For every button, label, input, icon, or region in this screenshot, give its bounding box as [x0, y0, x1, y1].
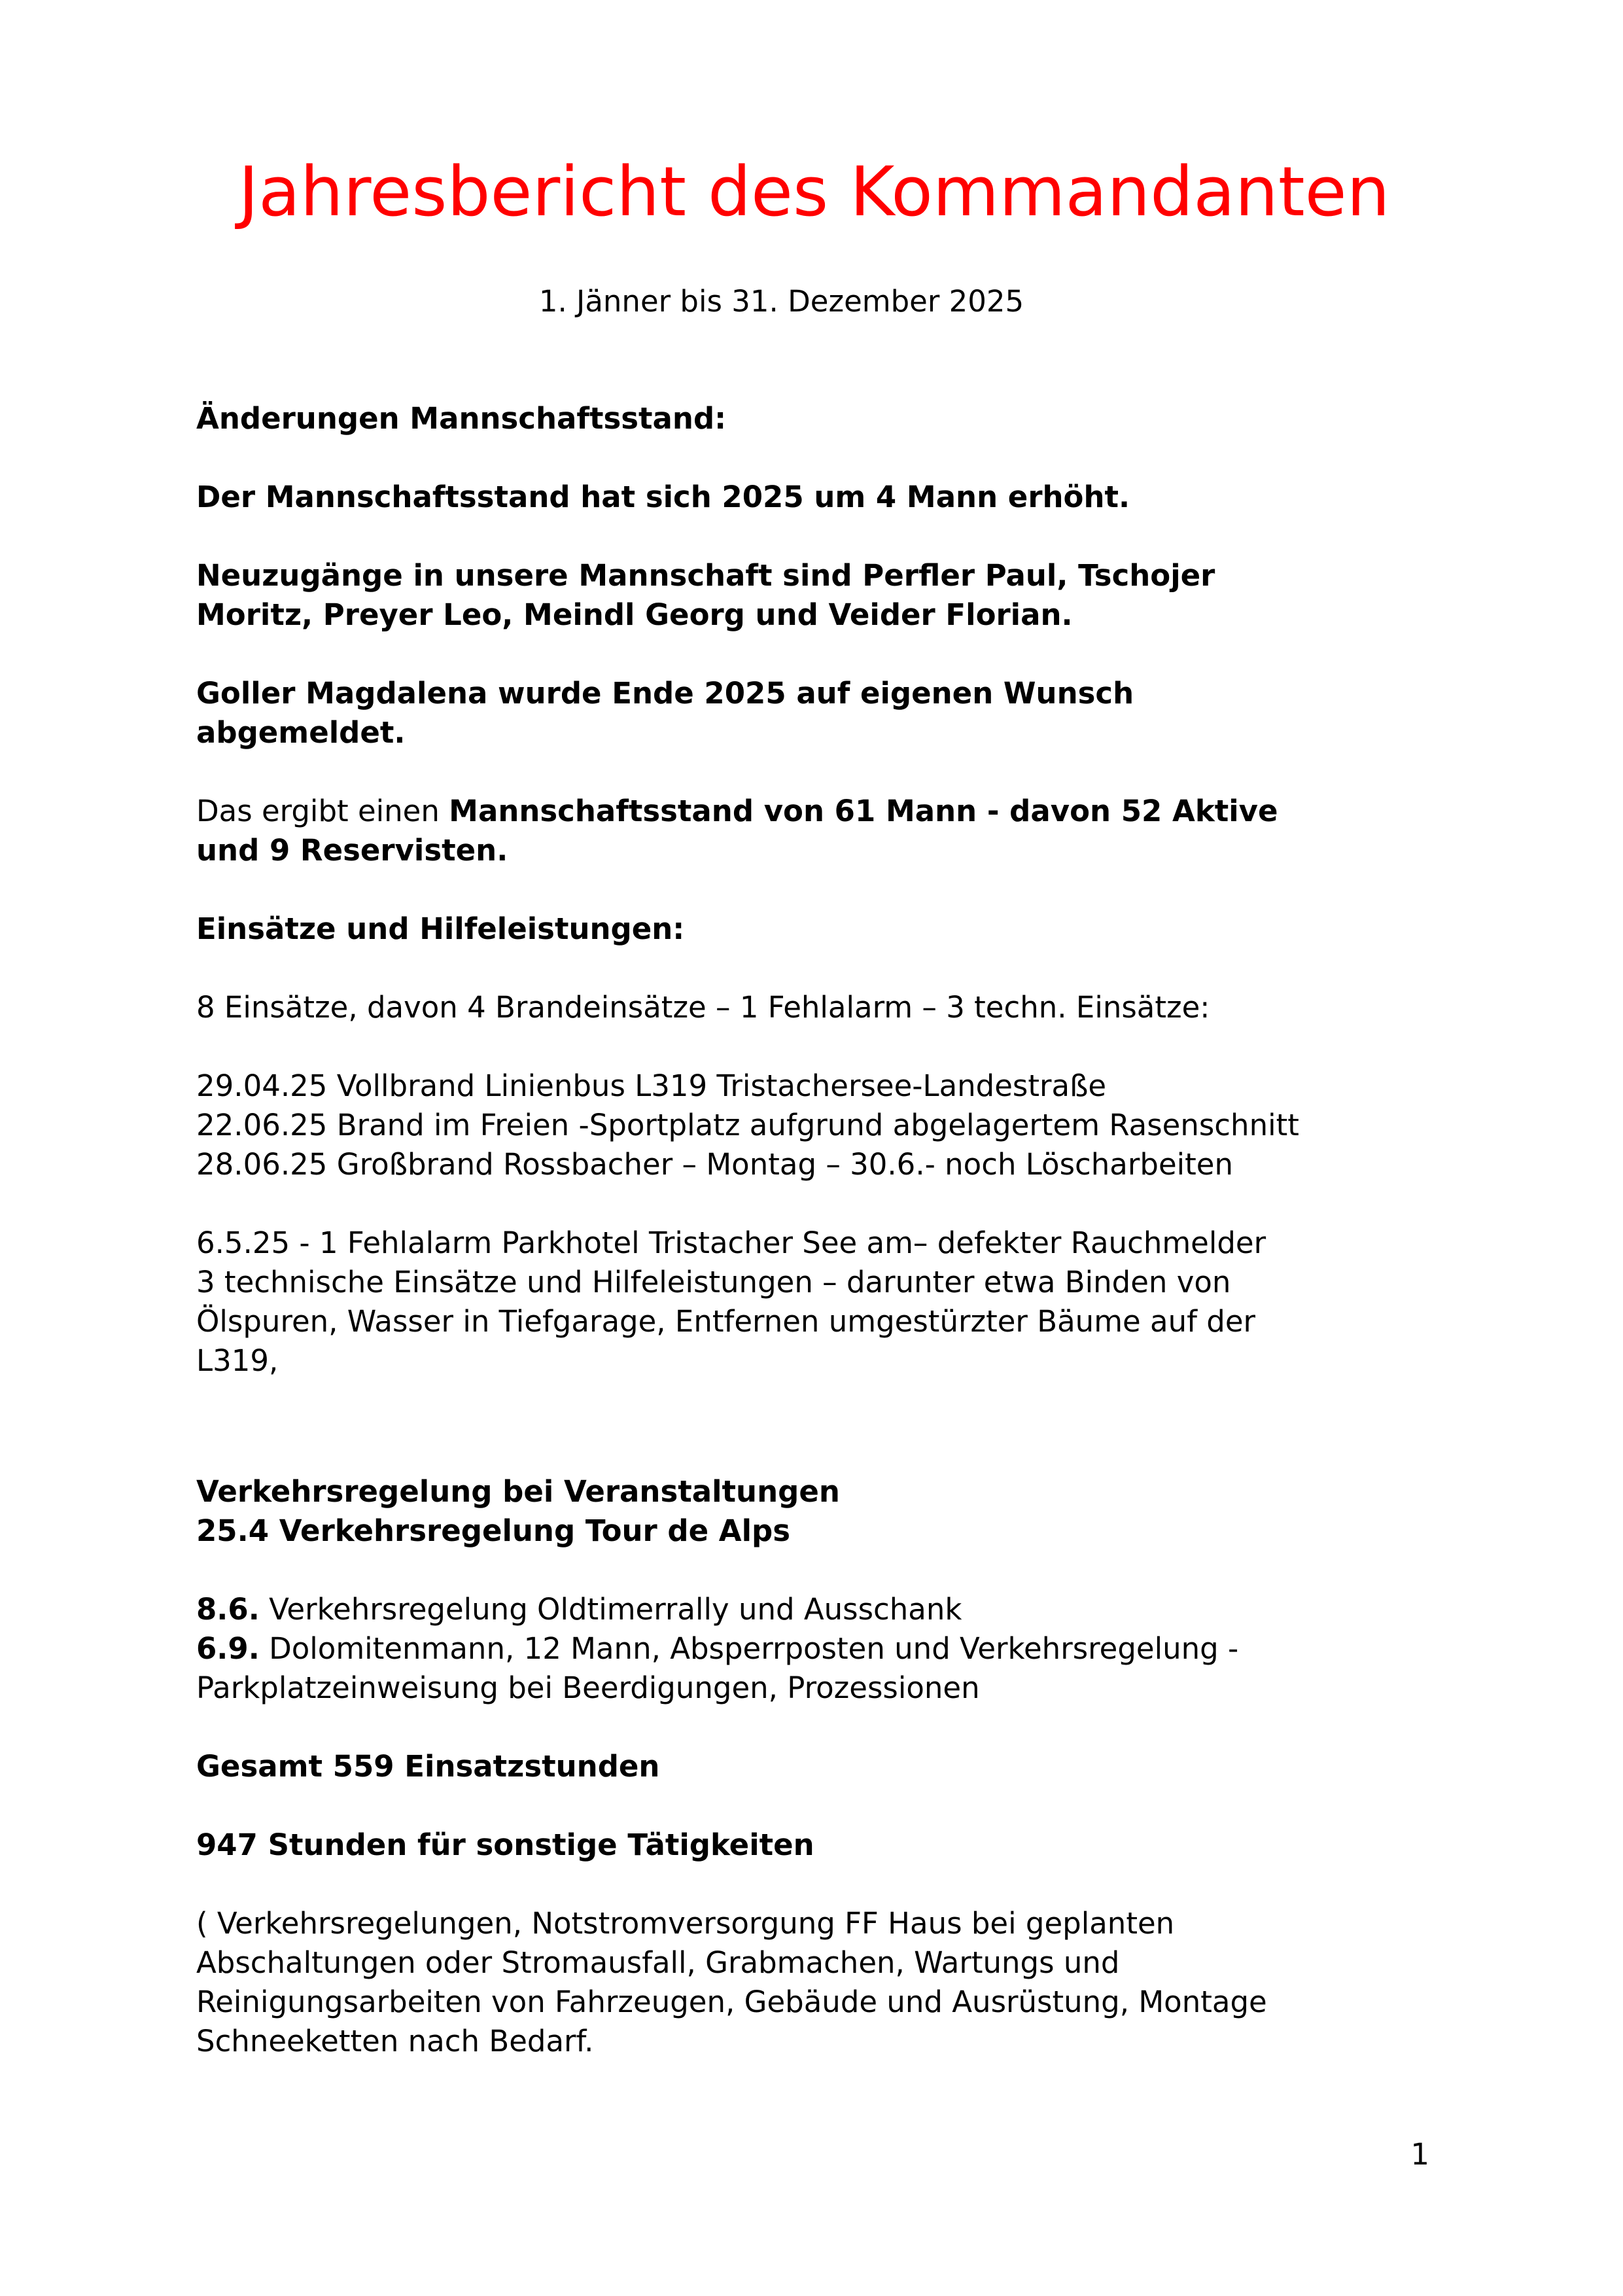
- text-segment: Moritz, Preyer Leo, Meindl Georg und Veider Florian.: [196, 597, 1073, 632]
- paragraph-other-activities: [196, 1904, 1432, 2061]
- paragraph-resignation: [196, 674, 1432, 752]
- paragraph-technical-incidents: [196, 1224, 1432, 1381]
- text-segment: Reinigungsarbeiten von Fahrzeugen, Gebäude und Ausrüstung, Montage: [196, 1985, 1267, 2019]
- paragraph-total-staffing: [196, 792, 1432, 870]
- text-line: [196, 1669, 1432, 1708]
- paragraph-einsaetze-heading: [196, 910, 1432, 949]
- text-line: [196, 1302, 1432, 1341]
- text-line: [196, 595, 1432, 635]
- text-segment: Mannschaftsstand von 61 Mann - davon 52 Aktive: [449, 794, 1278, 828]
- text-segment: Parkplatzeinweisung bei Beerdigungen, Prozessionen: [196, 1670, 980, 1705]
- text-line: [196, 792, 1432, 831]
- text-segment: 8 Einsätze, davon 4 Brandeinsätze – 1 Fehlalarm – 3 techn. Einsätze:: [196, 990, 1210, 1025]
- text-line: [196, 399, 1432, 438]
- text-line: [196, 1943, 1432, 1983]
- text-line: [196, 2022, 1432, 2061]
- text-line: [196, 1263, 1432, 1302]
- paragraph-staffing-increase: [196, 478, 1432, 517]
- paragraph-fire-incidents: [196, 1067, 1432, 1184]
- text-segment: Änderungen Mannschaftsstand:: [196, 401, 727, 436]
- text-segment: und 9 Reservisten.: [196, 833, 508, 868]
- text-segment: Ölspuren, Wasser in Tiefgarage, Entfernen umgestürzter Bäume auf der: [196, 1304, 1256, 1339]
- text-segment: Neuzugänge in unsere Mannschaft sind Perfler Paul, Tschojer: [196, 558, 1215, 593]
- text-line: [196, 1747, 1432, 1786]
- text-segment: Gesamt 559 Einsatzstunden: [196, 1749, 660, 1784]
- text-line: [196, 1826, 1432, 1865]
- document-subtitle: 1. Jänner bis 31. Dezember 2025: [538, 284, 1024, 319]
- paragraph-aenderungen-heading: [196, 399, 1432, 438]
- paragraph-total-hours: [196, 1747, 1432, 1786]
- text-segment: abgemeldet.: [196, 715, 406, 750]
- text-segment: 29.04.25 Vollbrand Linienbus L319 Tristachersee-Landestraße: [196, 1069, 1107, 1103]
- document-title: Jahresbericht des Kommandanten: [238, 152, 1390, 232]
- paragraph-traffic-heading: [196, 1472, 1432, 1551]
- text-line: [196, 1904, 1432, 1943]
- text-line: [196, 674, 1432, 713]
- text-segment: ( Verkehrsregelungen, Notstromversorgung FF Haus bei geplanten: [196, 1906, 1175, 1941]
- paragraph-new-members: [196, 556, 1432, 635]
- text-line: [196, 988, 1432, 1027]
- text-segment: 22.06.25 Brand im Freien -Sportplatz aufgrund abgelagertem Rasenschnitt: [196, 1108, 1299, 1142]
- text-segment: 3 technische Einsätze und Hilfeleistungen – darunter etwa Binden von: [196, 1265, 1231, 1299]
- text-line: [196, 910, 1432, 949]
- text-line: [196, 478, 1432, 517]
- text-segment: Das ergibt einen: [196, 794, 449, 828]
- text-segment: Schneeketten nach Bedarf.: [196, 2024, 594, 2058]
- text-segment: Goller Magdalena wurde Ende 2025 auf eigenen Wunsch: [196, 676, 1134, 711]
- text-segment: Der Mannschaftsstand hat sich 2025 um 4 Mann erhöht.: [196, 480, 1130, 514]
- text-line: [196, 556, 1432, 595]
- text-segment: Verkehrsregelung bei Veranstaltungen: [196, 1474, 840, 1509]
- text-line: [196, 1629, 1432, 1669]
- text-segment: Abschaltungen oder Stromausfall, Grabmachen, Wartungs und: [196, 1945, 1120, 1980]
- text-line: [196, 1511, 1432, 1551]
- text-line: [196, 1983, 1432, 2022]
- text-line: [196, 1145, 1432, 1184]
- text-segment: L319,: [196, 1343, 279, 1378]
- paragraph-einsaetze-summary: [196, 988, 1432, 1027]
- text-segment: Verkehrsregelung Oldtimerrally und Ausschank: [259, 1592, 962, 1627]
- text-segment: 8.6.: [196, 1592, 260, 1627]
- text-line: [196, 1224, 1432, 1263]
- text-line: [196, 1590, 1432, 1629]
- text-line: [196, 1106, 1432, 1145]
- paragraph-other-hours: [196, 1826, 1432, 1865]
- paragraph-traffic-events: [196, 1590, 1432, 1708]
- text-line: [196, 1067, 1432, 1106]
- text-segment: 6.5.25 - 1 Fehlalarm Parkhotel Tristacher See am– defekter Rauchmelder: [196, 1226, 1266, 1260]
- text-line: [196, 831, 1432, 870]
- text-segment: Dolomitenmann, 12 Mann, Absperrposten und Verkehrsregelung -: [259, 1631, 1239, 1666]
- text-line: [196, 1472, 1432, 1511]
- text-segment: 6.9.: [196, 1631, 260, 1666]
- text-segment: 947 Stunden für sonstige Tätigkeiten: [196, 1828, 814, 1862]
- text-line: [196, 1341, 1432, 1381]
- document-body: [196, 399, 1432, 2061]
- page-number: 1: [1410, 2137, 1429, 2172]
- text-segment: 28.06.25 Großbrand Rossbacher – Montag – 30.6.- noch Löscharbeiten: [196, 1147, 1233, 1182]
- text-segment: 25.4 Verkehrsregelung Tour de Alps: [196, 1513, 791, 1548]
- text-segment: Einsätze und Hilfeleistungen:: [196, 911, 685, 946]
- text-line: [196, 713, 1432, 752]
